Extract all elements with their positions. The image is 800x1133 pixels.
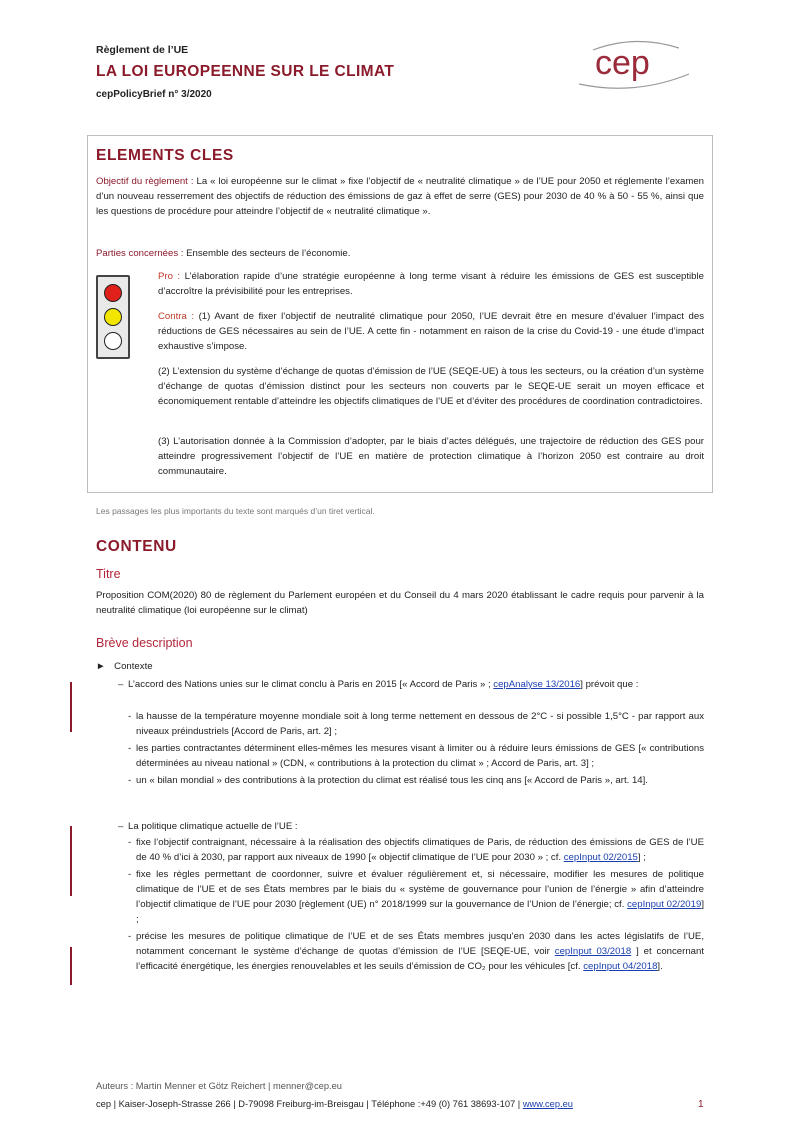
parties-label: Parties concernées : xyxy=(96,248,184,259)
dash-bullet: – xyxy=(118,821,124,832)
note-text: Les passages les plus importants du texte sont marqués d’un tiret vertical. xyxy=(96,506,375,516)
key-elements-heading: ELEMENTS CLES xyxy=(96,147,234,164)
content-heading: CONTENU xyxy=(96,538,177,555)
list-item: - la hausse de la température moyenne mondiale soit à long terme nettement en dessous de 2°C - si possible 1,5°C - par rapport aux niveaux préindustriels [Accord de Paris, art. 2] ; xyxy=(128,711,704,737)
parties-text: Ensemble des secteurs de l’économie. xyxy=(186,248,351,259)
page-number: 1 xyxy=(698,1099,704,1110)
parties-paragraph xyxy=(96,246,704,261)
cep-input-link[interactable]: cepInput 03/2018 xyxy=(554,946,632,957)
objective-text: La « loi européenne sur le climat » fixe l’objectif de « neutralité climatique » de l’UE pour 2050 et réglemente l’examen d’un nouveau resserrement des objectifs de réduction des émissions de gaz à effet de serre (GES) pour 2030 de 40 % à 50 - 55 %, ainsi que les questions de procédure pour atteindre l’objectif de « neutralité climatique ». xyxy=(96,176,704,217)
footer-address: cep | Kaiser-Joseph-Strasse 266 | D-79098 Freiburg-im-Breisgau | Téléphone :+49 (0) 761 38693-107 | www.cep.eu xyxy=(96,1099,573,1109)
vertical-marker xyxy=(70,682,72,732)
pro-label: Pro : xyxy=(158,271,181,282)
cep-logo xyxy=(575,30,693,92)
red-light xyxy=(104,284,122,302)
title-subheading: Titre xyxy=(96,567,121,581)
document-title: LA LOI EUROPEENNE SUR LE CLIMAT xyxy=(96,63,395,80)
context-label: Contexte xyxy=(114,661,153,672)
context-item xyxy=(96,661,153,672)
list-item: - les parties contractantes déterminent elles-mêmes les mesures visant à limiter ou à réduire leurs émissions de GES [« contributions déterminées au niveau national » (CDN, « contributions à la protection du climat » ; Accord de Paris, art. 3] ; xyxy=(128,743,704,769)
pro-paragraph xyxy=(158,269,704,299)
paris-tail: ] prévoit que : xyxy=(580,679,639,690)
list-item: - précise les mesures de politique climatique de l’UE et de ses États membres jusqu’en 2030 dans les actes législatifs de l’UE, notamment concernant le système d’échange de quotas d’émission de l’UE [SEQE-UE, voir cepInput 03/2018 ] et concernant l’efficacité énergétique, les énergies renouvelables et les seuils d’émission de CO₂ pour les véhicules [cf. cepInput 04/2018]. xyxy=(128,931,704,972)
white-light xyxy=(104,332,122,350)
brief-id: cepPolicyBrief n° 3/2020 xyxy=(96,89,212,100)
title-text: Proposition COM(2020) 80 de règlement du Parlement européen et du Conseil du 4 mars 2020 établissant le cadre requis pour parvenir à la neutralité climatique (loi européenne sur le climat) xyxy=(96,590,704,616)
objective-paragraph xyxy=(96,174,704,219)
objective-label: Objectif du règlement : xyxy=(96,176,194,187)
pro-text: L’élaboration rapide d’une stratégie européenne à long terme visant à réduire les émissions de GES est susceptible d’accroître la prévisibilité pour les entreprises. xyxy=(158,271,704,297)
regulation-label: Règlement de l’UE xyxy=(96,44,189,56)
yellow-light xyxy=(104,308,122,326)
contra-label: Contra : xyxy=(158,311,195,322)
contra-paragraph-1 xyxy=(158,309,704,354)
list-item: - fixe les règles permettant de coordonner, suivre et évaluer régulièrement et, si nécessaire, modifier les mesures de politique climatique de l’UE et de ses États membres par le biais du « système de gouvernance pour l’union de l’énergie » afin d’atteindre l’objectif climatique de l’UE pour 2030 [règlement (UE) n° 2018/1999 sur la gouvernance de l’Union de l’énergie; cf. cepInput 02/2019] ; xyxy=(128,869,704,925)
paris-list xyxy=(128,709,704,788)
vertical-marker xyxy=(70,947,72,985)
paris-paragraph xyxy=(118,677,704,692)
website-link[interactable]: www.cep.eu xyxy=(522,1099,573,1109)
cep-input-link[interactable]: cepInput 02/2015 xyxy=(563,852,638,863)
list-item: - un « bilan mondial » des contributions à la protection du climat est réalisé tous les cinq ans [« Accord de Paris », art. 14]. xyxy=(128,775,648,786)
dash-bullet: – xyxy=(118,679,124,690)
paris-intro: L’accord des Nations unies sur le climat conclu à Paris en 2015 [« Accord de Paris » ; xyxy=(128,679,491,690)
cep-input-link[interactable]: cepInput 04/2018 xyxy=(583,961,658,972)
policy-list xyxy=(128,835,704,974)
contra-paragraph-2: (2) L’extension du système d’échange de quotas d’émission de l’UE (SEQE-UE) à tous les secteurs, ou la création d’un système d’échange de quotas d’émission distinct pour les secteurs non couverts par le SEQE-UE serait un moyen efficace et économiquement rentable d’atteindre les objectifs climatiques de l’UE et d’éviter des procédures de coordination contradictoires. xyxy=(158,366,704,407)
list-item: - fixe l’objectif contraignant, nécessaire à la réalisation des objectifs climatiques de Paris, de réduction des émissions de GES de l’UE de 40 % d’ici à 2030, par rapport aux niveaux de 1990 [« objectif climatique de l’UE pour 2030 » ; cf. cepInput 02/2015] ; xyxy=(128,837,704,863)
cep-analyse-link[interactable]: cepAnalyse 13/2016 xyxy=(493,679,581,690)
vertical-marker xyxy=(70,826,72,896)
cep-input-link[interactable]: cepInput 02/2019 xyxy=(627,899,702,910)
brief-description-heading: Brève description xyxy=(96,636,193,650)
contra-1-text: (1) Avant de fixer l’objectif de neutralité climatique pour 2050, l’UE devrait être en mesure d’évaluer l’impact des réductions de GES nécessaires au sein de l’UE. A cette fin - notamment en raison de la crise du Covid-19 - une étude d’impact exhaustive s’impose. xyxy=(158,311,704,352)
arrow-bullet-icon: ► xyxy=(96,661,106,672)
policy-intro: – La politique climatique actuelle de l’UE : xyxy=(118,821,298,832)
footer-authors: Auteurs : Martin Menner et Götz Reichert | menner@cep.eu xyxy=(96,1081,342,1091)
logo-text: cep xyxy=(595,44,650,82)
contra-paragraph-3: (3) L’autorisation donnée à la Commission d’adopter, par le biais d’actes délégués, une trajectoire de réduction des GES pour atteindre progressivement l’objectif de l’UE en matière de protection climatique à l’horizon 2050 est contraire au droit communautaire. xyxy=(158,436,704,477)
traffic-light-icon xyxy=(96,275,130,359)
